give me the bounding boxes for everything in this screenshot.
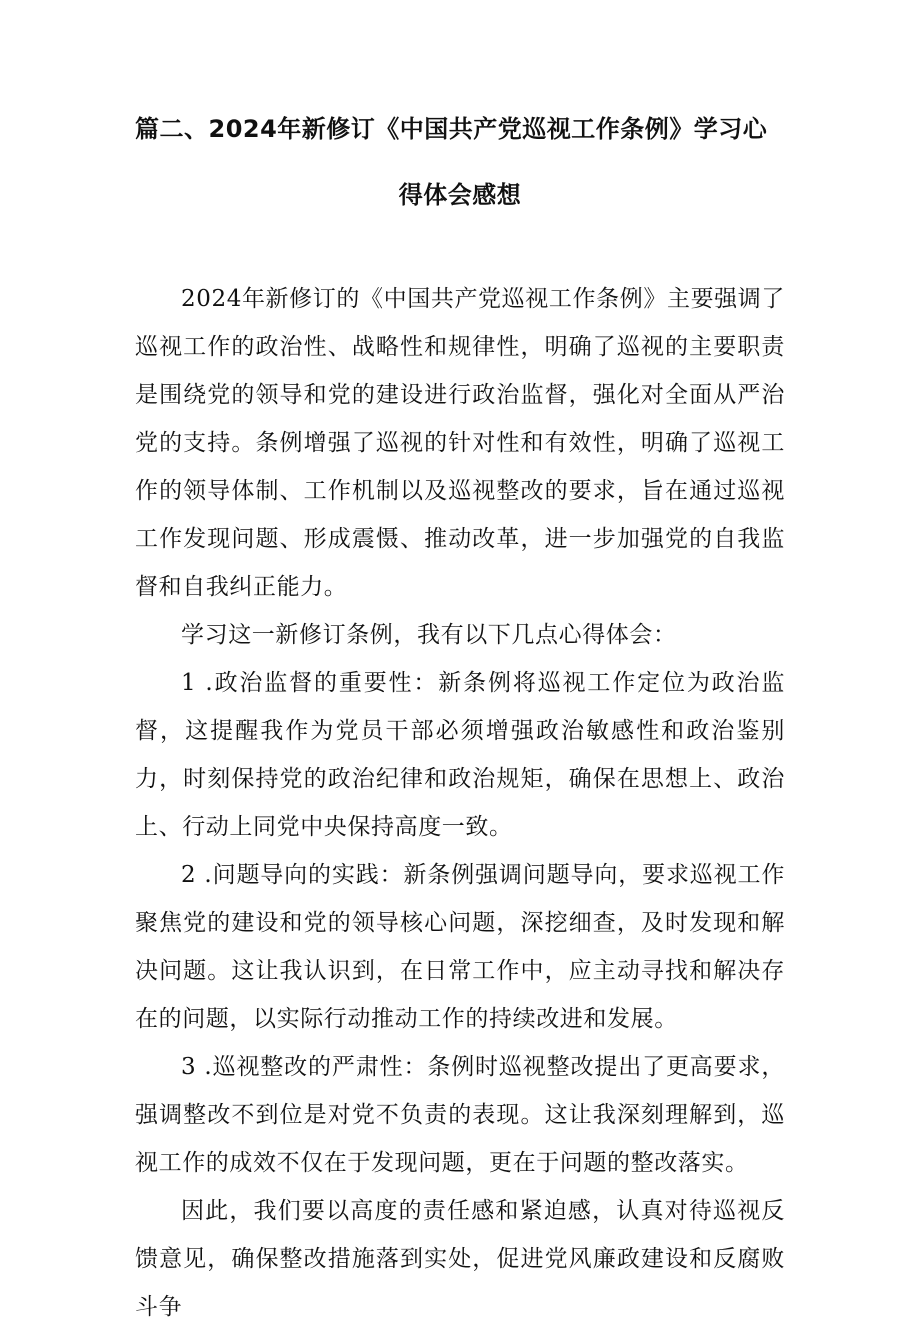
paragraph-point-3: 3 .巡视整改的严肃性：条例时巡视整改提出了更高要求，强调整改不到位是对党不负责的表现。这让我深刻理解到，巡视工作的成效不仅在于发现问题，更在于问题的整改落实。 <box>135 1054 785 1176</box>
paragraph-point-1: 1 .政治监督的重要性：新条例将巡视工作定位为政治监督，这提醒我作为党员干部必须增强政治敏感性和政治鉴别力，时刻保持党的政治纪律和政治规矩，确保在思想上、政治上、行动上同党中央保持高度一致。 <box>135 670 785 840</box>
document-title-line2: 得体会感想 <box>398 181 522 209</box>
document-title-line1: 篇二、2024年新修订《中国共产党巡视工作条例》学习心 <box>135 115 768 143</box>
paragraph-lead-in: 学习这一新修订条例，我有以下几点心得体会： <box>181 622 677 648</box>
document-body <box>135 275 785 1331</box>
paragraph-point-2: 2 .问题导向的实践：新条例强调问题导向，要求巡视工作聚焦党的建设和党的领导核心问题，深挖细查，及时发现和解决问题。这让我认识到，在日常工作中，应主动寻找和解决存在的问题，以实际行动推动工作的持续改进和发展。 <box>135 862 785 1032</box>
paragraph-conclusion: 因此，我们要以高度的责任感和紧迫感，认真对待巡视反馈意见，确保整改措施落到实处，促进党风廉政建设和反腐败斗争 <box>135 1198 785 1320</box>
paragraph-intro: 2024年新修订的《中国共产党巡视工作条例》主要强调了巡视工作的政治性、战略性和规律性，明确了巡视的主要职责是围绕党的领导和党的建设进行政治监督，强化对全面从严治党的支持。条例增强了巡视的针对性和有效性，明确了巡视工作的领导体制、工作机制以及巡视整改的要求，旨在通过巡视工作发现问题、形成震慑、推动改革，进一步加强党的自我监督和自我纠正能力。 <box>135 286 785 600</box>
